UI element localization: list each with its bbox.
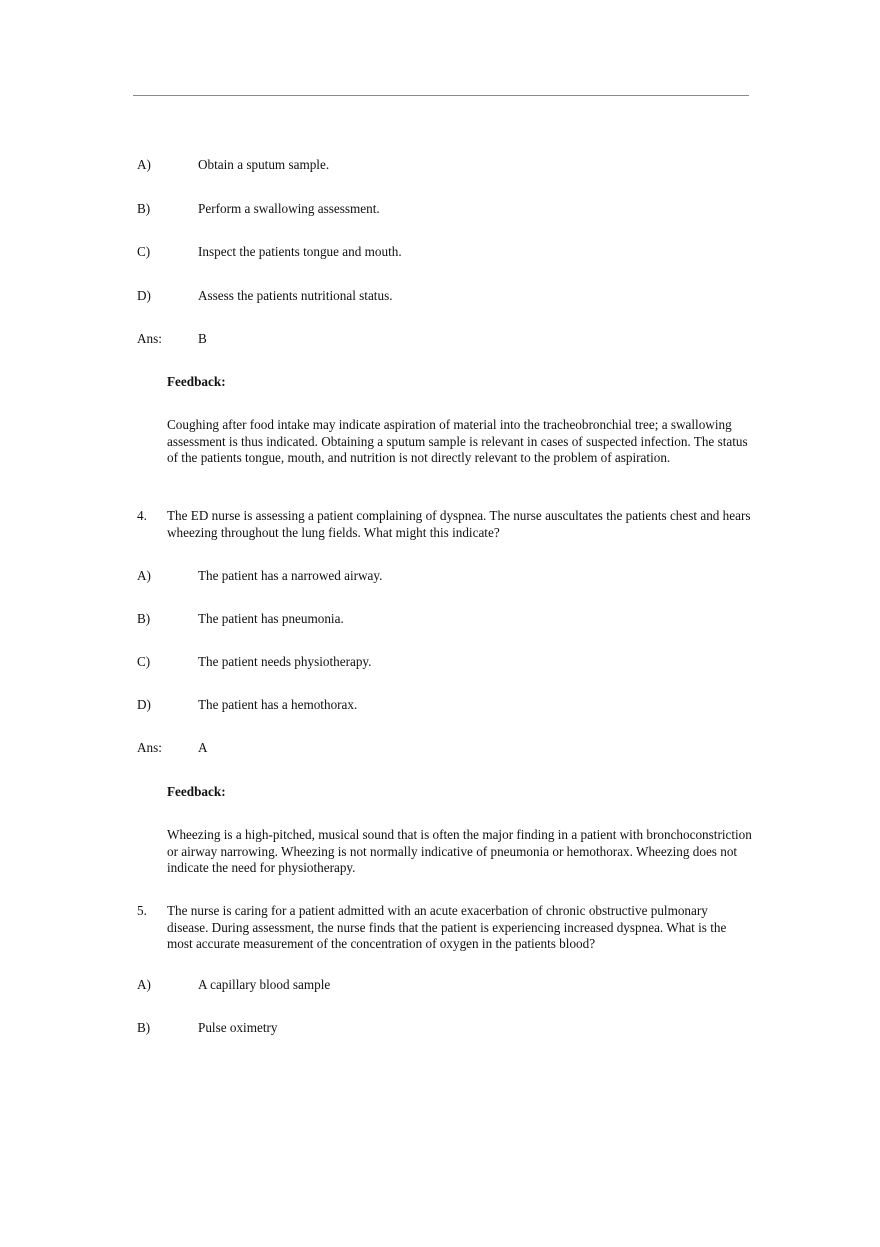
answer-label: Ans: <box>137 331 162 346</box>
option-letter: A) <box>137 568 151 583</box>
option-text: Perform a swallowing assessment. <box>198 201 380 216</box>
q3-feedback-heading: Feedback: <box>167 374 226 389</box>
q4-feedback-text: Wheezing is a high-pitched, musical sound that is often the major finding in a patient with bronchoconstriction or airway narrowing. Wheezing is not normally indicative of pneumonia or hemothorax. Wheezing does not indicate the need for physiotherapy. <box>167 827 752 875</box>
option-text: Inspect the patients tongue and mouth. <box>198 244 402 259</box>
option-letter: B) <box>137 611 151 626</box>
option-text: The patient has a narrowed airway. <box>198 568 383 583</box>
option-text: A capillary blood sample <box>198 977 331 992</box>
option-letter: D) <box>137 697 151 712</box>
answer-value: B <box>198 331 207 346</box>
option-text: Pulse oximetry <box>198 1020 278 1035</box>
header-rule <box>133 95 749 96</box>
question-number: 5. <box>137 903 147 918</box>
option-text: Assess the patients nutritional status. <box>198 288 393 303</box>
option-text: Obtain a sputum sample. <box>198 157 330 172</box>
option-letter: D) <box>137 288 151 303</box>
option-text: The patient has a hemothorax. <box>198 697 358 712</box>
question-number: 4. <box>137 508 147 523</box>
answer-value: A <box>198 740 208 755</box>
q3-feedback-text: Coughing after food intake may indicate aspiration of material into the tracheobronchial tree; a swallowing assessment is thus indicated. Obtaining a sputum sample is relevant in cases of suspected infection. The status of the patients tongue, mouth, and nutrition is not directly relevant to the problem of aspiration. <box>167 417 748 465</box>
option-text: The patient needs physiotherapy. <box>198 654 372 669</box>
option-text: The patient has pneumonia. <box>198 611 344 626</box>
q4-feedback-heading: Feedback: <box>167 784 226 799</box>
option-letter: A) <box>137 157 151 172</box>
question-stem: The ED nurse is assessing a patient complaining of dyspnea. The nurse auscultates the patients chest and hears wheezing throughout the lung fields. What might this indicate? <box>167 508 751 540</box>
option-letter: C) <box>137 244 151 259</box>
option-letter: A) <box>137 977 151 992</box>
option-letter: C) <box>137 654 151 669</box>
question-stem: The nurse is caring for a patient admitted with an acute exacerbation of chronic obstructive pulmonary disease. During assessment, the nurse finds that the patient is experiencing increased dyspnea. What is the most accurate measurement of the concentration of oxygen in the patients blood? <box>167 903 727 951</box>
option-letter: B) <box>137 201 151 216</box>
option-letter: B) <box>137 1020 151 1035</box>
answer-label: Ans: <box>137 740 162 755</box>
